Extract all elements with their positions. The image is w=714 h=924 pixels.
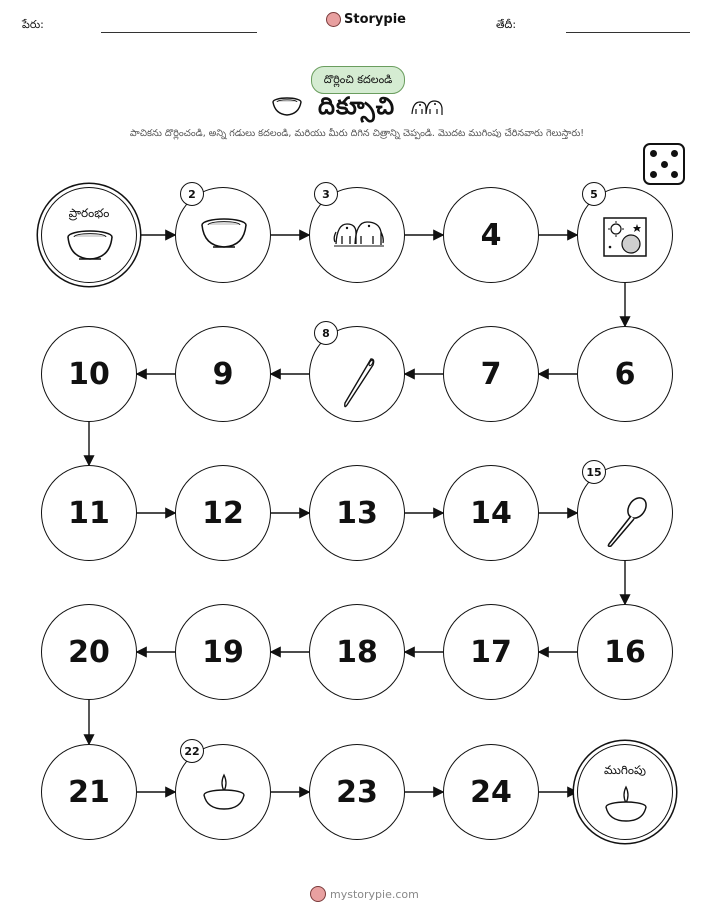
space-number-tag: 5: [582, 182, 606, 206]
board-space-24: [443, 744, 539, 840]
lamp-icon: [601, 785, 651, 829]
elephants-icon: [333, 216, 385, 254]
storypie-mascot-icon: [310, 886, 326, 902]
space-number: 17: [470, 634, 512, 670]
board-space-5: [577, 187, 673, 283]
space-number-tag: 2: [180, 182, 204, 206]
space-number: 24: [470, 774, 512, 810]
footer-site: mystorypie.com: [330, 887, 419, 901]
bowl-icon: [199, 216, 249, 256]
start-label: ప్రారంభం: [68, 206, 110, 220]
space-number: 9: [212, 356, 234, 392]
board-space-15: [577, 465, 673, 561]
date-label: తేదీ:: [496, 18, 517, 31]
board-space-7: [443, 326, 539, 422]
space-number: 11: [68, 495, 110, 531]
space-number: 4: [480, 217, 502, 253]
board-space-4: [443, 187, 539, 283]
footer: [310, 886, 419, 902]
instructions: పాచికను దొర్లించండి, అన్ని గడులు కదలండి, మరియు మీరు దిగిన చిత్రాన్ని చెప్పండి. మొదట ముగింపు చేరినవారు గెలుస్తారు!: [129, 128, 585, 139]
space-number-tag: 15: [582, 460, 606, 484]
board-space-10: [41, 326, 137, 422]
finish-label: ముగింపు: [604, 763, 646, 777]
finish-space: [577, 744, 673, 840]
board-space-11: [41, 465, 137, 561]
board-space-12: [175, 465, 271, 561]
board-space-3: [309, 187, 405, 283]
board-space-18: [309, 604, 405, 700]
board-space-23: [309, 744, 405, 840]
space-number: 21: [68, 774, 110, 810]
space-number: 23: [336, 774, 378, 810]
space-number: 19: [202, 634, 244, 670]
board-space-6: [577, 326, 673, 422]
board-space-17: [443, 604, 539, 700]
space-number: 12: [202, 495, 244, 531]
spoon-icon: [601, 494, 651, 554]
brand-name: Storypie: [344, 12, 406, 27]
name-label: పేరు:: [22, 18, 44, 31]
board-space-20: [41, 604, 137, 700]
space-number: 20: [68, 634, 110, 670]
page-title: దిక్సూచి: [318, 92, 396, 120]
space-number: 10: [68, 356, 110, 392]
space-icon: [601, 216, 649, 262]
space-number: 18: [336, 634, 378, 670]
board-space-9: [175, 326, 271, 422]
board-space-22: [175, 744, 271, 840]
board-space-21: [41, 744, 137, 840]
space-number: 7: [480, 356, 502, 392]
board-space-14: [443, 465, 539, 561]
space-number: 13: [336, 495, 378, 531]
board-space-19: [175, 604, 271, 700]
space-number: 6: [614, 356, 636, 392]
board-space-8: [309, 326, 405, 422]
space-number: 14: [470, 495, 512, 531]
start-space: [41, 187, 137, 283]
space-number: 16: [604, 634, 646, 670]
lamp-icon: [199, 773, 249, 817]
needle-icon: [333, 355, 383, 415]
roll-move-badge: దొర్లించి కదలండి: [311, 66, 405, 94]
board-space-13: [309, 465, 405, 561]
space-number-tag: 22: [180, 739, 204, 763]
board-space-2: [175, 187, 271, 283]
space-number-tag: 8: [314, 321, 338, 345]
space-number-tag: 3: [314, 182, 338, 206]
bowl-icon: [65, 228, 115, 268]
board-space-16: [577, 604, 673, 700]
